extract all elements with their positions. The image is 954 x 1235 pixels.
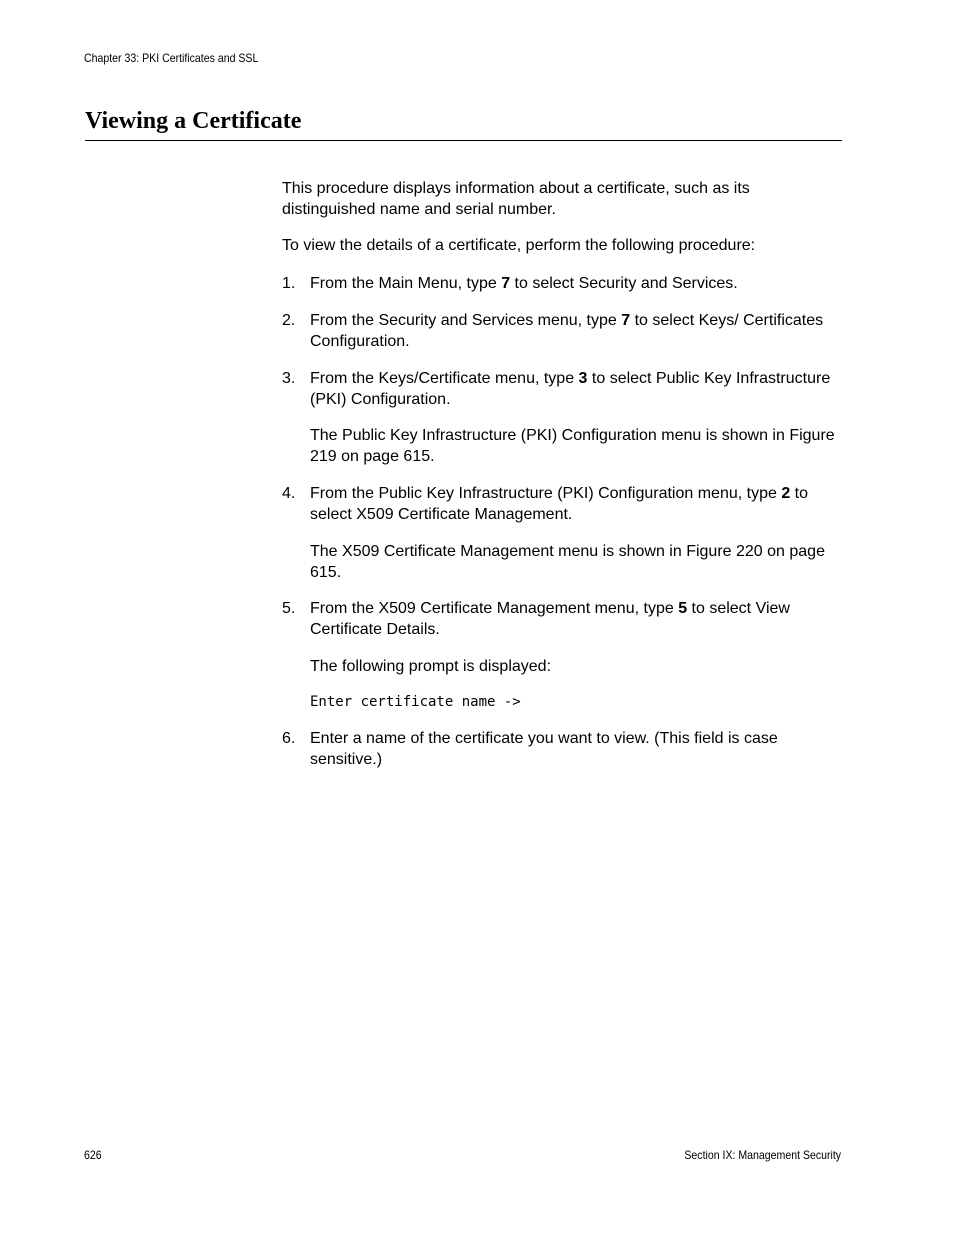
step-item (282, 484, 842, 525)
running-header: Chapter 33: PKI Certificates and SSL (84, 51, 259, 65)
footer-section: Section IX: Management Security (684, 1148, 841, 1162)
step-item (282, 274, 842, 295)
step-item (282, 599, 842, 640)
page-number: 626 (84, 1148, 102, 1162)
key-value: 7 (621, 312, 631, 329)
intro-paragraph: This procedure displays information about a certificate, such as its distinguished name and serial number. (282, 180, 750, 218)
step-item (282, 311, 842, 352)
key-value: 5 (678, 600, 688, 617)
key-value: 7 (501, 275, 511, 292)
step-number: 2. (282, 312, 296, 329)
step-text: From the X509 Certificate Management menu, type 5 to select View Certificate Details. (310, 600, 790, 638)
step-number: 3. (282, 370, 296, 387)
step-note: The Public Key Infrastructure (PKI) Configuration menu is shown in Figure 219 on page 615. (310, 427, 835, 465)
step-note: The following prompt is displayed: (310, 658, 552, 675)
key-value: 3 (578, 370, 588, 387)
step-text: Enter a name of the certificate you want to view. (This field is case sensitive.) (310, 730, 778, 768)
step-text: From the Keys/Certificate menu, type 3 to select Public Key Infrastructure (PKI) Configuration. (310, 370, 831, 408)
step-number: 5. (282, 600, 296, 617)
step-note: The X509 Certificate Management menu is shown in Figure 220 on page 615. (310, 543, 825, 581)
step-item (282, 729, 842, 770)
intro-paragraph: To view the details of a certificate, perform the following procedure: (282, 237, 756, 254)
step-text: From the Main Menu, type 7 to select Security and Services. (310, 275, 738, 292)
step-text: From the Public Key Infrastructure (PKI) Configuration menu, type 2 to select X509 Certificate Management. (310, 485, 809, 523)
prompt-code: Enter certificate name -> (310, 694, 521, 710)
step-number: 1. (282, 275, 296, 292)
step-item (282, 369, 842, 410)
step-text: From the Security and Services menu, type 7 to select Keys/ Certificates Configuration. (310, 312, 824, 350)
section-title: Viewing a Certificate (85, 108, 302, 134)
step-number: 6. (282, 730, 296, 747)
title-rule (85, 140, 842, 141)
key-value: 2 (781, 485, 791, 502)
step-number: 4. (282, 485, 296, 502)
